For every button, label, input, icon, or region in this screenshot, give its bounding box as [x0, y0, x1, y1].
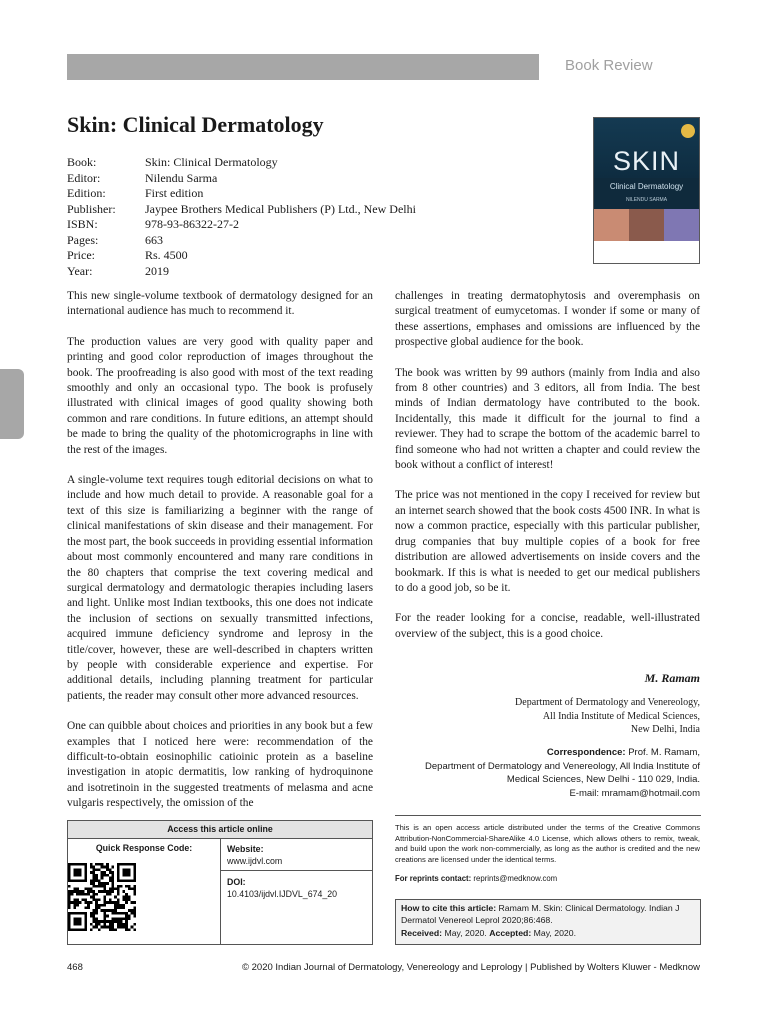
detail-value: Skin: Clinical Dermatology: [145, 155, 278, 169]
cover-image-eye: [629, 209, 664, 243]
detail-row-editor: [67, 171, 416, 187]
paragraph: The price was not mentioned in the copy I received for review but an internet search showed that the book costs 4500 INR. In what is now a common practice, especially with this particular publisher, drug companies that buy multiple copies of a book for free distribution are allowed advertisements on inside covers and the bookmark. If this is what is needed to get our medical publishers to do a good job, so be it.: [395, 489, 700, 594]
paragraph: For the reader looking for a concise, readable, well-illustrated overview of the subject, this is a good choice.: [395, 612, 700, 640]
detail-key: Pages:: [67, 232, 99, 247]
book-details: [67, 155, 416, 279]
cover-top: [594, 118, 699, 178]
accepted-label: Accepted:: [489, 928, 532, 939]
correspondence-label: Correspondence:: [546, 747, 626, 758]
correspondence-line: Medical Sciences, New Delhi - 110 029, India.: [506, 774, 700, 785]
divider: [395, 815, 701, 816]
cover-badge: [681, 124, 695, 138]
body-column-right: [395, 289, 700, 657]
detail-value: Rs. 4500: [145, 248, 188, 262]
reprints-contact: [395, 874, 557, 883]
website-label: Website:: [227, 844, 264, 854]
reprints-email[interactable]: reprints@medknow.com: [473, 874, 558, 883]
detail-value: First edition: [145, 186, 204, 200]
footer-copyright: © 2020 Indian Journal of Dermatology, Venereology and Leprology | Published by Wolters Kluwer - Medknow: [242, 962, 700, 973]
article-title: Skin: Clinical Dermatology: [67, 112, 324, 137]
citation-label: How to cite this article:: [401, 903, 497, 913]
side-tab: [0, 369, 24, 439]
cover-image-histology: [664, 209, 699, 243]
access-heading: Access this article online: [68, 821, 372, 839]
received-date: May, 2020.: [444, 928, 487, 939]
detail-row-book: [67, 155, 416, 171]
qr-code-icon[interactable]: [68, 863, 136, 931]
correspondence-name: Prof. M. Ramam,: [628, 747, 700, 758]
cover-author: NILENDU SARMA: [625, 197, 668, 203]
doi-panel: [221, 871, 372, 905]
website-panel: [221, 839, 372, 871]
detail-key: Year:: [67, 263, 93, 278]
detail-key: Editor:: [67, 170, 101, 185]
cover-image-skin: [594, 209, 629, 243]
correspondence-email[interactable]: E-mail: mramam@hotmail.com: [569, 787, 700, 799]
section-label: Book Review: [565, 57, 653, 74]
doi-link[interactable]: 10.4103/ijdvl.IJDVL_674_20: [227, 889, 338, 899]
detail-key: Price:: [67, 248, 95, 262]
affiliation-line: All India Institute of Medical Sciences,: [542, 710, 700, 722]
detail-value: Nilendu Sarma: [145, 170, 218, 185]
detail-key: Publisher:: [67, 201, 116, 216]
paragraph: A single-volume text requires tough editorial decisions on what to include and how much detail to provide. A reasonable goal for a text of this size is familiarizing a beginner with the range of clinical manifestations of skin disease and their management. For the most part, the book succeeds in providing essential information about most commonly encountered and many rare conditions in the 80 chapters that comprise the text covering medical and surgical dermatology and dermatologic therapies including lasers and light. Unlike most Indian textbooks, this one does not indicate the inclusion of sections on sexually transmitted infections, acquired immune deficiency syndrome and leprosy in the title/cover, however, these are well-described in chapters written by people with considerable experience and expertise. For additional details, including planning treatment for particular patients, the reader may consult other more advanced resources.: [67, 474, 373, 702]
detail-row-edition: [67, 186, 416, 202]
detail-row-isbn: [67, 217, 416, 233]
qr-panel: [68, 839, 221, 945]
detail-value: 978-93-86322-27-2: [145, 217, 239, 231]
detail-key: Edition:: [67, 186, 106, 200]
detail-value: Jaypee Brothers Medical Publishers (P) Ltd., New Delhi: [145, 201, 416, 216]
paragraph: One can quibble about choices and priorities in any book but a few examples that I noticed here were: recommendation of the difficult-to-obtain eosinophilic catioinic protein as a baseline investigation in atopic dermatitis, low ranking of hydroquinone and isotretinoin in the suggested treatments of melasma and acne vulgaris respectively, the omission of the: [67, 720, 373, 810]
doi-label: DOI:: [227, 877, 246, 887]
reprints-label: For reprints contact:: [395, 874, 472, 883]
cover-title: SKIN: [612, 146, 681, 176]
header-bar: [67, 54, 539, 80]
paragraph: challenges in treating dermatophytosis and overemphasis on surgical treatment of eumycetomas. I wonder if some or many of these assertions, emphases and omissions are influenced by the prospective global audience for the book.: [395, 290, 700, 349]
detail-key: Book:: [67, 155, 97, 169]
detail-row-pages: [67, 233, 416, 249]
cover-subtitle: Clinical Dermatology: [609, 182, 684, 191]
detail-key: ISBN:: [67, 217, 98, 231]
paragraph: The book was written by 99 authors (mainly from India and also from 8 other countries) and 3 editors, all from India. The best minds of Indian dermatology have contributed to the book. Incidentally, this made it difficult for the journal to find a reviewer. They had to scrape the bottom of the academic barrel to find someone who had not written a chapter and could review the book without a conflict of interest!: [395, 366, 700, 472]
cover-clinical-images: [594, 209, 699, 243]
detail-row-price: [67, 248, 416, 264]
citation-box: [395, 899, 701, 945]
paragraph: The production values are very good with quality paper and printing and good color reproduction of images throughout the book. The proofreading is also good with most of the text reading smoothly and only an occasional typo. The book is profusely illustrated with clinical images of good quality showing both common and rare conditions. In future editions, an attempt should be made to bring the quality of the photomicrographs in line with the rest of the images.: [67, 335, 373, 456]
author-signature: M. Ramam: [644, 671, 700, 685]
detail-row-publisher: [67, 202, 416, 218]
page-number: 468: [67, 962, 83, 973]
detail-row-year: [67, 264, 416, 280]
affiliation-line: New Delhi, India: [630, 724, 700, 735]
citation-text: Ramam M. Skin: Clinical Dermatology. Indian J Dermatol Venereol Leprol 2020;86:468.: [401, 903, 680, 925]
affiliation-line: Department of Dermatology and Venereology,: [515, 697, 700, 708]
website-link[interactable]: www.ijdvl.com: [227, 856, 283, 866]
author-affiliation: [515, 696, 700, 737]
received-label: Received:: [401, 928, 443, 939]
body-column-left: [67, 289, 373, 827]
detail-value: 2019: [145, 263, 169, 278]
paragraph: This new single-volume textbook of dermatology designed for an international audience has much to recommend it.: [67, 290, 373, 318]
cover-footer: [594, 241, 699, 263]
accepted-date: May, 2020.: [533, 928, 576, 939]
detail-value: 663: [145, 232, 163, 247]
book-cover-image: [593, 117, 700, 264]
license-text: This is an open access article distributed under the terms of the Creative Commons Attribution-NonCommercial-ShareAlike 4.0 License, which allows others to remix, tweak, and build upon the work non-commercially, as long as the author is credited and the new creations are licensed under the identical terms.: [395, 823, 700, 865]
correspondence: [425, 746, 700, 800]
access-box: [67, 820, 373, 945]
qr-label: Quick Response Code:: [95, 843, 193, 853]
correspondence-line: Department of Dermatology and Venereology, All India Institute of: [425, 760, 700, 772]
